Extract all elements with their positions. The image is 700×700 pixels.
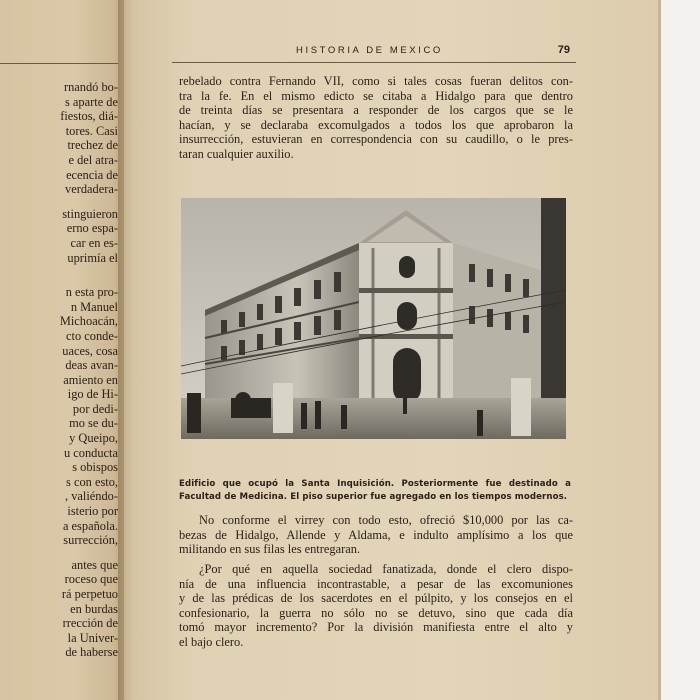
left-page [0,0,124,700]
left-text-line: de haberse [65,645,118,660]
header-title: HISTORIA DE MEXICO [296,45,443,56]
caption-line: Edificio que ocupó la Santa Inquisición. Posteriormente fue destinado a [179,479,571,489]
left-page-text [0,80,118,660]
text-line: hacían, y se declaraba excomulgados a todos los que aprobaron la [179,117,573,132]
page-number: 79 [557,44,570,56]
left-text-line: rrección de [62,616,118,631]
left-text-line: u conducta [63,445,118,460]
left-text-line: surrección, [63,533,118,548]
left-text-line: trechez de [67,138,118,153]
left-text-line: y Queipo, [69,431,118,446]
left-text-line: rá perpetuo [61,587,118,601]
left-text-line: , valiéndo- [65,489,118,504]
left-text-line [0,548,118,558]
text-line: nía de una influencia incontrastable, a pesar de las excomuniones [179,576,573,591]
left-text-line: Michoacán, [59,314,118,329]
left-text-line: uaces, cosa [62,343,118,358]
text-line: tomó mayor incremento? Por la división manifiesta entre el alto y [179,620,573,635]
text-line: el bajo clero. [179,634,244,649]
text-line: bezas de Hidalgo, Allende y Aldama, e indulto amplísimo a los que [179,527,573,542]
text-line: taran cualquier auxilio. [179,146,294,161]
left-text-line: s aparte de [65,94,118,109]
text-line: ¿Por qué en aquella sociedad fanatizada, donde el clero dispo- [199,562,573,576]
left-text-line: uprimía el [67,250,118,265]
text-line: y de las prédicas de los sacerdotes en el púlpito, y los consejos en el [179,591,573,606]
text-line: confesionario, la guerra no sólo no se detuvo, sino que cada día [179,605,573,620]
left-text-line: stinguieron [62,206,118,221]
book-gutter [118,0,134,700]
text-line: de treinta días se presentara a responder de los cargos que se le [179,103,573,118]
left-text-line: tores. Casi [65,123,118,138]
paragraph-top [179,74,573,162]
text-line: No conforme el virrey con todo esto, ofreció $10,000 por las ca- [199,513,573,527]
text-line: rebelado contra Fernando VII, como si tales cosas fueran delitos con- [179,74,573,88]
left-text-line: la Univer- [67,630,118,645]
left-text-line [0,275,118,285]
left-text-line [0,265,118,275]
paragraph-3 [179,562,573,650]
left-text-line: en burdas [70,601,118,616]
left-text-line: fiestos, diá- [60,109,118,124]
left-text-line: ecencia de [66,167,118,182]
left-text-line: n Manuel [70,299,118,314]
text-line: tra la fe. En el mismo edicto se citaba a Hidalgo para que dentro [179,88,573,103]
left-text-line: verdadera- [65,182,118,197]
header-rule [172,62,576,63]
left-text-line: a española. [62,518,118,533]
left-text-line: deas avan- [65,358,118,373]
left-text-line: isterio por [67,504,118,519]
left-text-line: s obispos [72,460,118,475]
left-text-line: roceso que [64,572,118,587]
left-text-line: mo se du- [69,416,118,431]
left-text-line: erno espa- [66,221,118,236]
left-header-rule [0,63,118,64]
paragraph-2 [179,513,573,557]
running-header [172,44,574,64]
page-edge [658,0,661,700]
text-line: militando en sus filas les entregaran. [179,542,360,557]
left-text-line: por dedi- [72,401,118,416]
historic-building-photo [181,198,566,439]
left-text-line: igo de Hi- [67,387,118,402]
left-text-line: antes que [71,557,118,572]
text-line: insurrección, estuvieran en correspondencia con su caudillo, o le pres- [179,132,573,147]
left-text-line: amiento en [63,372,118,387]
left-text-line: e del atra- [68,152,118,167]
left-text-line: n esta pro- [65,285,118,300]
left-text-line: cto conde- [66,328,118,343]
left-text-line: car en es- [70,235,118,250]
left-text-line [0,197,118,207]
photo-caption [179,478,571,504]
left-text-line: rnandó bo- [63,80,118,94]
caption-line: Facultad de Medicina. El piso superior fue agregado en los tiempos modernos. [179,492,568,502]
left-text-line: s con esto, [66,474,118,489]
